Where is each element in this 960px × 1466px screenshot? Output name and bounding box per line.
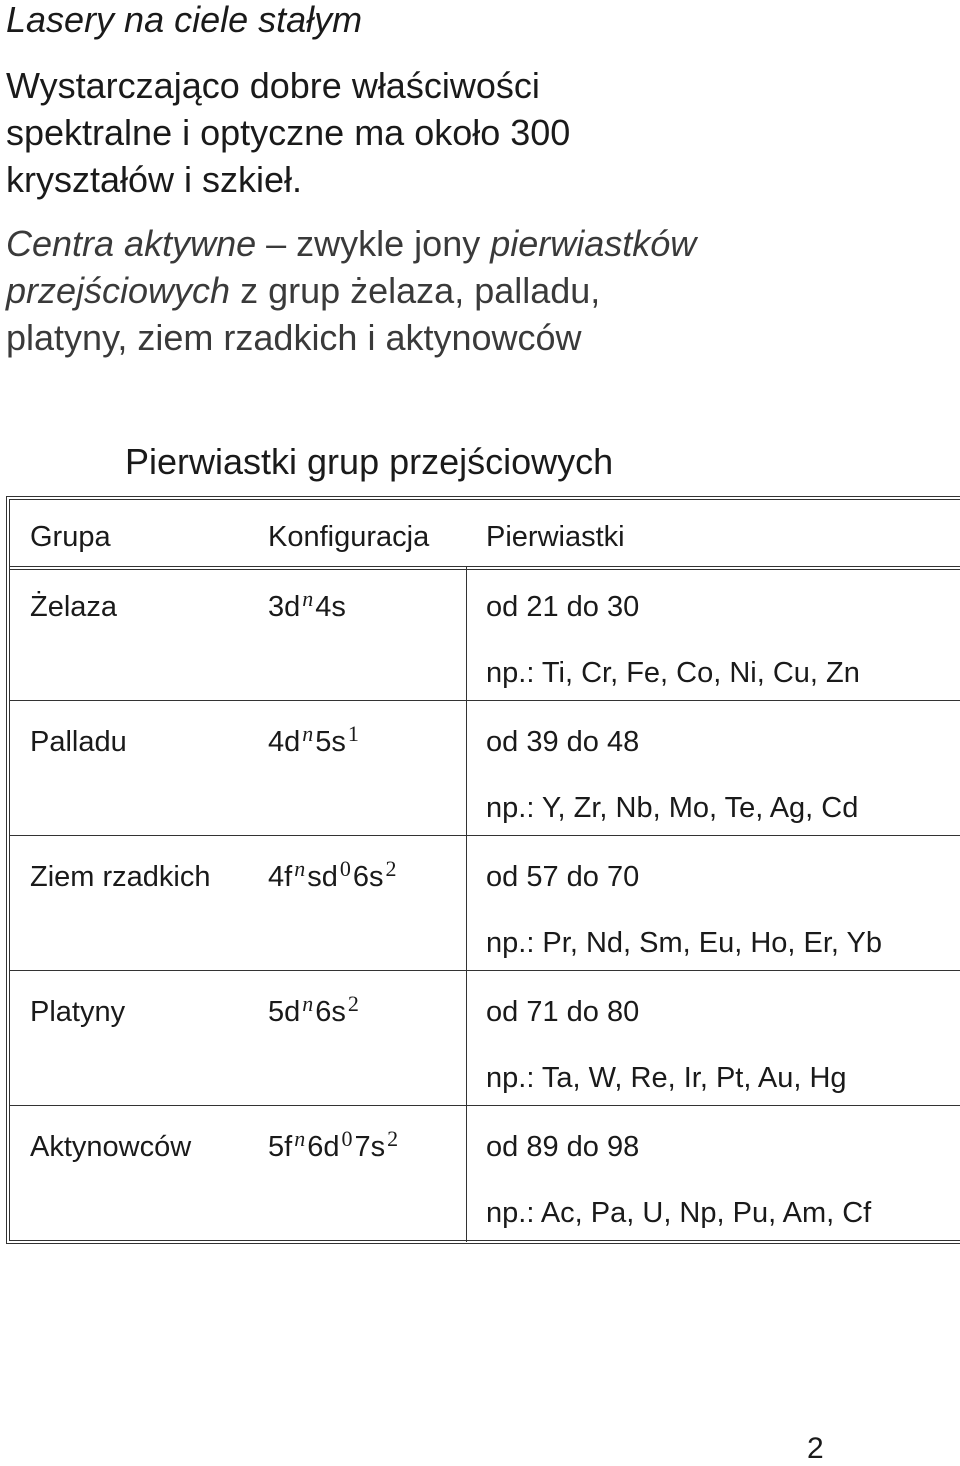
header-elements: Pierwiastki bbox=[486, 521, 625, 553]
cell-atomic-range: od 57 do 70 bbox=[486, 861, 640, 893]
config-orbital: 4f bbox=[268, 861, 293, 893]
config-orbital: 6s bbox=[352, 861, 384, 893]
italic-term: przejściowych bbox=[6, 270, 231, 311]
config-orbital: 5s bbox=[315, 726, 346, 758]
cell-group: Aktynowców bbox=[30, 1131, 192, 1163]
config-orbital: 7s bbox=[354, 1131, 386, 1163]
paragraph-line: spektralne i optyczne ma około 300 bbox=[6, 112, 571, 153]
config-superscript: 0 bbox=[339, 856, 351, 881]
config-superscript: 0 bbox=[341, 1126, 353, 1151]
cell-examples: np.: Y, Zr, Nb, Mo, Te, Ag, Cd bbox=[486, 792, 859, 824]
cell-group: Żelaza bbox=[30, 591, 118, 623]
page-number: 2 bbox=[807, 1432, 824, 1465]
cell-group: Ziem rzadkich bbox=[30, 861, 211, 893]
config-orbital: 5f bbox=[268, 1131, 293, 1163]
italic-term: pierwiastków bbox=[490, 223, 697, 264]
cell-configuration bbox=[268, 1126, 400, 1164]
slide-heading: Lasery na ciele stałym bbox=[6, 0, 363, 40]
paragraph-line: Wystarczająco dobre właściwości bbox=[6, 65, 540, 106]
paragraph-active-centers bbox=[6, 220, 696, 361]
paragraph-line bbox=[6, 220, 696, 267]
config-orbital: 4d bbox=[268, 726, 301, 758]
paragraph-line bbox=[6, 267, 696, 314]
cell-atomic-range: od 39 do 48 bbox=[486, 726, 640, 758]
header-configuration: Konfiguracja bbox=[268, 521, 430, 553]
cell-group: Platyny bbox=[30, 996, 126, 1028]
header-divider bbox=[10, 566, 960, 570]
config-superscript: n bbox=[302, 721, 314, 746]
cell-examples: np.: Ac, Pa, U, Np, Pu, Am, Cf bbox=[486, 1197, 872, 1229]
italic-term: Centra aktywne bbox=[6, 223, 257, 264]
row-divider bbox=[10, 970, 960, 971]
config-superscript: 2 bbox=[347, 991, 359, 1016]
config-orbital: 5d bbox=[268, 996, 301, 1028]
cell-configuration bbox=[268, 586, 346, 624]
config-superscript: n bbox=[294, 1126, 306, 1151]
paragraph-line: kryształów i szkieł. bbox=[6, 159, 303, 200]
config-orbital: 6d bbox=[307, 1131, 340, 1163]
cell-atomic-range: od 21 do 30 bbox=[486, 591, 640, 623]
text-run: – zwykle jony bbox=[256, 223, 491, 264]
header-group: Grupa bbox=[30, 521, 111, 553]
paragraph-line: platyny, ziem rzadkich i aktynowców bbox=[6, 317, 582, 358]
cell-configuration bbox=[268, 721, 361, 759]
config-orbital: sd bbox=[307, 861, 338, 893]
cell-examples: np.: Pr, Nd, Sm, Eu, Ho, Er, Yb bbox=[486, 927, 882, 959]
cell-examples: np.: Ti, Cr, Fe, Co, Ni, Cu, Zn bbox=[486, 657, 860, 689]
paragraph-materials bbox=[6, 62, 570, 203]
cell-examples: np.: Ta, W, Re, Ir, Pt, Au, Hg bbox=[486, 1062, 847, 1094]
config-orbital: 4s bbox=[315, 591, 346, 623]
cell-configuration bbox=[268, 991, 361, 1029]
config-superscript: 2 bbox=[387, 1126, 399, 1151]
row-divider bbox=[10, 1105, 960, 1106]
config-orbital: 6s bbox=[315, 996, 346, 1028]
row-divider bbox=[10, 835, 960, 836]
text-run: z grup żelaza, palladu, bbox=[230, 270, 601, 311]
config-superscript: 2 bbox=[385, 856, 397, 881]
row-divider bbox=[10, 700, 960, 701]
config-superscript: n bbox=[302, 586, 314, 611]
table-title: Pierwiastki grup przejściowych bbox=[125, 441, 614, 482]
config-orbital: 3d bbox=[268, 591, 301, 623]
column-divider bbox=[466, 566, 467, 1242]
cell-configuration bbox=[268, 856, 398, 894]
config-superscript: 1 bbox=[347, 721, 359, 746]
config-superscript: n bbox=[294, 856, 306, 881]
cell-atomic-range: od 89 do 98 bbox=[486, 1131, 640, 1163]
cell-group: Palladu bbox=[30, 726, 127, 758]
config-superscript: n bbox=[302, 991, 314, 1016]
cell-atomic-range: od 71 do 80 bbox=[486, 996, 640, 1028]
